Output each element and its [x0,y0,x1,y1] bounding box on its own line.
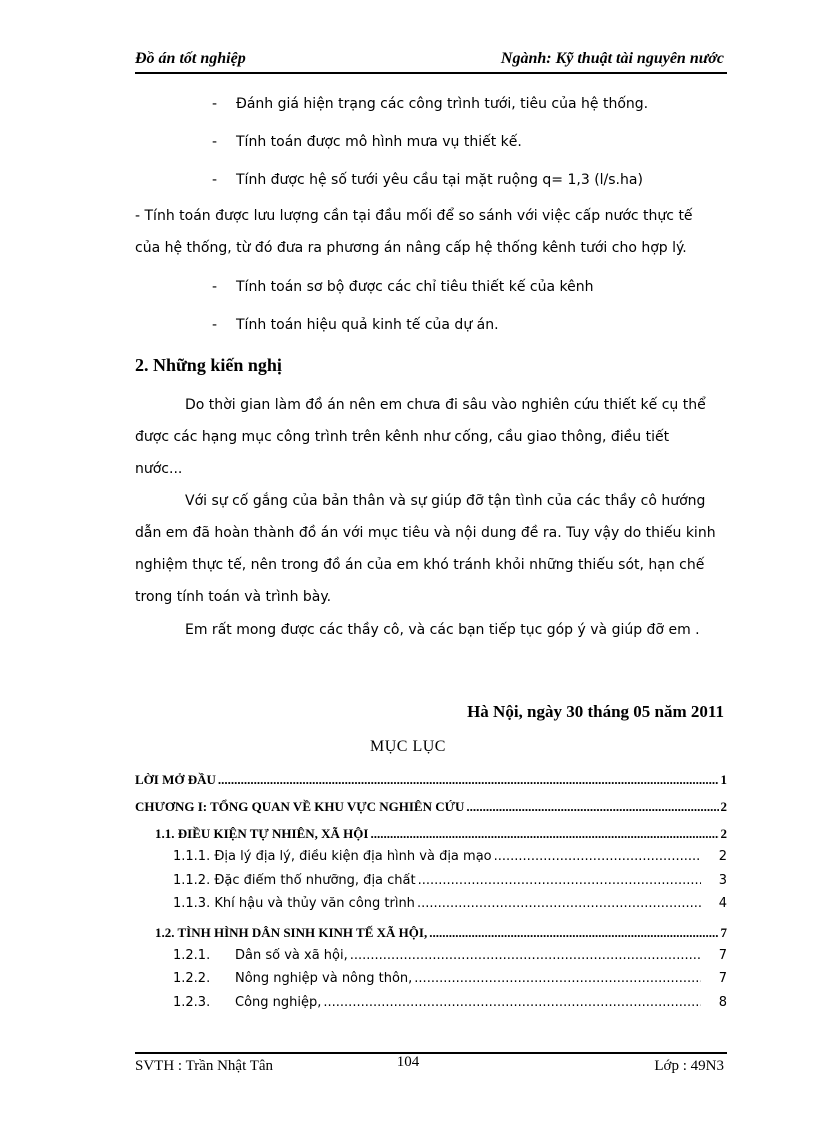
bullet-long-line1: - Tính toán được lưu lượng cần tại đầu mối để so sánh với việc cấp nước thực tế [135,208,693,224]
toc-entry-page: 7 [718,948,727,963]
paragraph-line: dẫn em đã hoàn thành đồ án với mục tiêu và nội dung đề ra. Tuy vậy do thiếu kinh [135,525,716,541]
toc-leader [429,925,718,941]
toc-leader [218,772,719,788]
toc-entry-title: Dân số và xã hội, [235,948,348,963]
toc-entry-number: 1.2. [155,925,175,940]
toc-entry-title: Đặc điểm thổ nhưỡng, địa chất [214,873,416,888]
footer-student: SVTH : Trần Nhật Tân [135,1058,274,1074]
bullet-item [212,279,593,295]
toc-entry-text: LỜI MỞ ĐẦU [135,772,216,787]
toc-entry[interactable] [155,826,727,842]
header-left-title: Đồ án tốt nghiệp [135,50,246,67]
toc-leader [418,873,701,888]
toc-leader [370,826,718,842]
paragraph-line: Em rất mong được các thầy cô, và các bạn tiếp tục góp ý và giúp đỡ em . [185,622,700,638]
toc-entry[interactable] [173,948,727,963]
bullet-item [212,134,522,150]
paragraph-line: Do thời gian làm đồ án nên em chưa đi sâu vào nghiên cứu thiết kế cụ thể [185,397,706,413]
toc-entry[interactable] [155,925,727,941]
toc-entry-text [173,896,415,911]
toc-entry-number: 1.2.2. [173,971,211,986]
toc-leader [466,799,718,815]
toc-entry[interactable] [173,896,727,911]
toc-entry-text: CHƯƠNG I: TỔNG QUAN VỀ KHU VỰC NGHIÊN CỨU [135,799,465,814]
toc-entry[interactable] [135,772,727,788]
toc-entry-page: 2 [720,826,727,841]
bullet-text: Tính toán hiệu quả kinh tế của dự án. [236,317,499,333]
bullet-item [212,317,499,333]
page-number: 104 [396,1054,420,1070]
toc-entry-number: 1.2.1. [173,948,211,963]
toc-leader [323,995,701,1010]
toc-entry-title: TÌNH HÌNH DÂN SINH KINH TẾ XÃ HỘI, [177,925,428,940]
toc-entry-text [173,873,416,888]
toc-entry-number: 1.1.3. [173,896,211,911]
toc-entry-page: 2 [720,799,727,814]
toc-leader [494,849,701,864]
toc-entry-number: 1.1.2. [173,873,211,888]
toc-entry-text [173,948,348,963]
paragraph-line: được các hạng mục công trình trên kênh như cống, cầu giao thông, điều tiết [135,429,670,445]
section-heading: 2. Những kiến nghị [135,355,282,375]
toc-entry-page: 4 [718,896,727,911]
toc-entry-page: 8 [718,995,727,1010]
bullet-dash: - [212,96,218,112]
bullet-dash: - [212,134,218,150]
bullet-dash: - [212,172,218,188]
toc-entry-title: Công nghiệp, [235,995,322,1010]
paragraph-line: nước... [135,461,183,477]
signature-date: Hà Nội, ngày 30 tháng 05 năm 2011 [467,702,724,721]
bullet-item [212,96,648,112]
toc-entry-title: ĐIỀU KIỆN TỰ NHIÊN, XÃ HỘI [177,826,369,841]
bullet-text: Tính được hệ số tưới yêu cầu tại mặt ruộng q= 1,3 (l/s.ha) [236,172,643,188]
footer-class: Lớp : 49N3 [654,1058,724,1074]
toc-leader [417,896,701,911]
toc-entry-number: 1.1.1. [173,849,211,864]
toc-entry-text [173,849,492,864]
bullet-dash: - [212,317,218,333]
toc-entry[interactable] [173,995,727,1010]
toc-entry-text [173,971,412,986]
toc-entry-title: Khí hậu và thủy văn công trình [214,896,415,911]
toc-entry[interactable] [173,873,727,888]
toc-entry-text [173,995,321,1010]
toc-entry-number: 1.2.3. [173,995,211,1010]
header-right-title: Ngành: Kỹ thuật tài nguyên nước [500,50,724,67]
toc-entry-page: 1 [720,772,727,787]
bullet-long-line2: của hệ thống, từ đó đưa ra phương án nâng cấp hệ thống kênh tưới cho hợp lý. [135,240,687,256]
toc-leader [414,971,701,986]
bullet-text: Tính toán sơ bộ được các chỉ tiêu thiết kế của kênh [236,279,594,295]
toc-leader [350,948,701,963]
paragraph-line: Với sự cố gắng của bản thân và sự giúp đỡ tận tình của các thầy cô hướng [185,493,706,509]
bullet-dash: - [212,279,218,295]
toc-entry-page: 3 [718,873,727,888]
bullet-text: Đánh giá hiện trạng các công trình tưới, tiêu của hệ thống. [236,96,649,112]
paragraph-1 [135,389,727,485]
paragraph-line: trong tính toán và trình bày. [135,589,332,605]
bullet-item [212,172,643,188]
toc-entry-page: 7 [718,971,727,986]
paragraph-3 [135,614,727,646]
toc-entry[interactable] [135,799,727,815]
toc-entry-title: Nông nghiệp và nông thôn, [235,971,413,986]
header-divider [135,72,727,74]
toc-entry-text [155,925,427,941]
toc-title: MỤC LỤC [370,738,446,755]
toc-entry-page: 7 [720,925,727,940]
paragraph-line: nghiệm thực tế, nên trong đồ án của em khó tránh khỏi những thiếu sót, hạn chế [135,557,705,573]
bullet-text: Tính toán được mô hình mưa vụ thiết kế. [236,134,522,150]
toc-entry[interactable] [173,849,727,864]
toc-entry-number: 1.1. [155,826,175,841]
toc-entry-text [155,826,368,842]
toc-entry-page: 2 [718,849,727,864]
toc-entry-title: Địa lý địa lý, điều kiện địa hình và địa mạo [214,849,492,864]
paragraph-2 [135,485,727,613]
toc-entry[interactable] [173,971,727,986]
